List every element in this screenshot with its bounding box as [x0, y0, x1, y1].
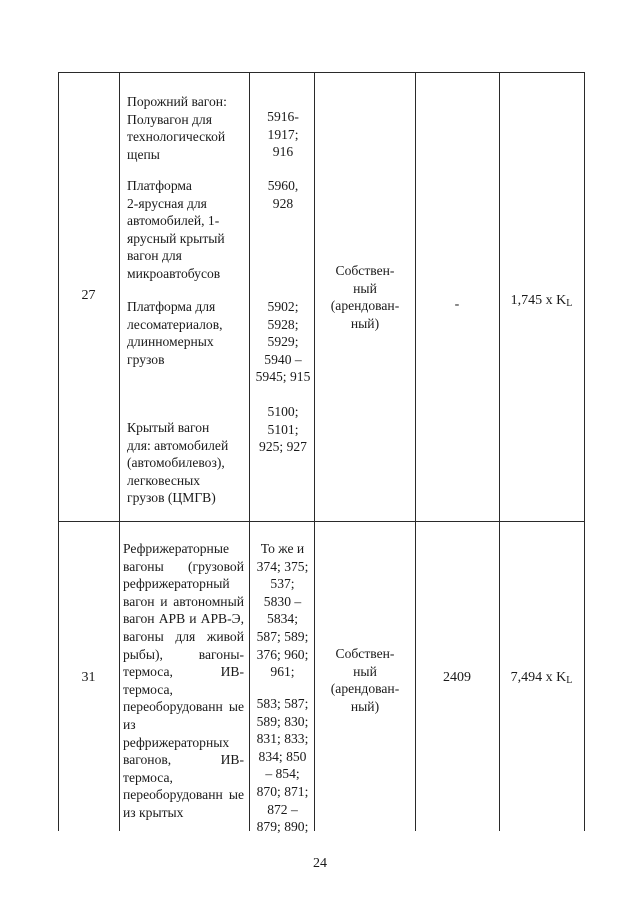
row-number: 31 [81, 670, 96, 685]
table-divider-3 [314, 72, 315, 831]
ownership-type: Собствен- ный (арендован- ный) [330, 646, 400, 714]
table-divider-2 [249, 72, 250, 831]
table-divider-4 [415, 72, 416, 831]
wagon-type-name: Платформа для лесоматериалов, длинномерных грузов [127, 299, 223, 367]
distance-value: - [454, 297, 460, 312]
wagon-type-codes: 5100; 5101; 925; 927 [259, 404, 307, 455]
wagon-type-codes: 5960, 928 [267, 178, 299, 211]
table-border-right [584, 72, 585, 831]
page-number: 24 [313, 856, 327, 871]
row-number: 27 [81, 288, 96, 303]
wagon-type-codes: 5902; 5928; 5929; 5940 – 5945; 915 [255, 299, 311, 385]
wagon-type-codes: 583; 587; 589; 830; 831; 833; 834; 850 – 854; 870; 871; 872 – 879; 890; [256, 696, 309, 835]
table-border-top [58, 72, 585, 73]
wagon-type-name: Платформа 2-ярусная для автомобилей, 1- ярусный крытый вагон для микроавтобусов [127, 178, 225, 281]
table-divider-5 [499, 72, 500, 831]
row-separator [58, 521, 585, 522]
table-border-left [58, 72, 59, 831]
distance-value: 2409 [443, 670, 471, 685]
wagon-type-name: Крытый вагон для: автомобилей (автомобилевоз), легковесных грузов (ЦМГВ) [127, 420, 229, 506]
ownership-type: Собствен- ный (арендован- ный) [330, 263, 400, 331]
wagon-type-name: Рефрижераторные вагоны (грузовой рефрижераторный вагон и автономный вагон АРВ и АРВ-Э, вагоны для живой рыбы), вагоны-термоса, ИВ-термоса, переоборудованн ые из рефрижераторных вагонов, ИВ-термоса, переоборудованн ые из крытых [123, 541, 244, 820]
coefficient-value: 1,745 х $K_L$ [510, 293, 573, 309]
table-divider-1 [119, 72, 120, 831]
coefficient-value: 7,494 х $K_L$ [510, 670, 573, 686]
wagon-type-codes: 5916- 1917; 916 [267, 109, 299, 160]
wagon-type-name: Порожний вагон: Полувагон для технологической щепы [127, 94, 227, 162]
wagon-type-codes: То же и 374; 375; 537; 5830 – 5834; 587; 589; 376; 960; 961; [256, 541, 309, 680]
